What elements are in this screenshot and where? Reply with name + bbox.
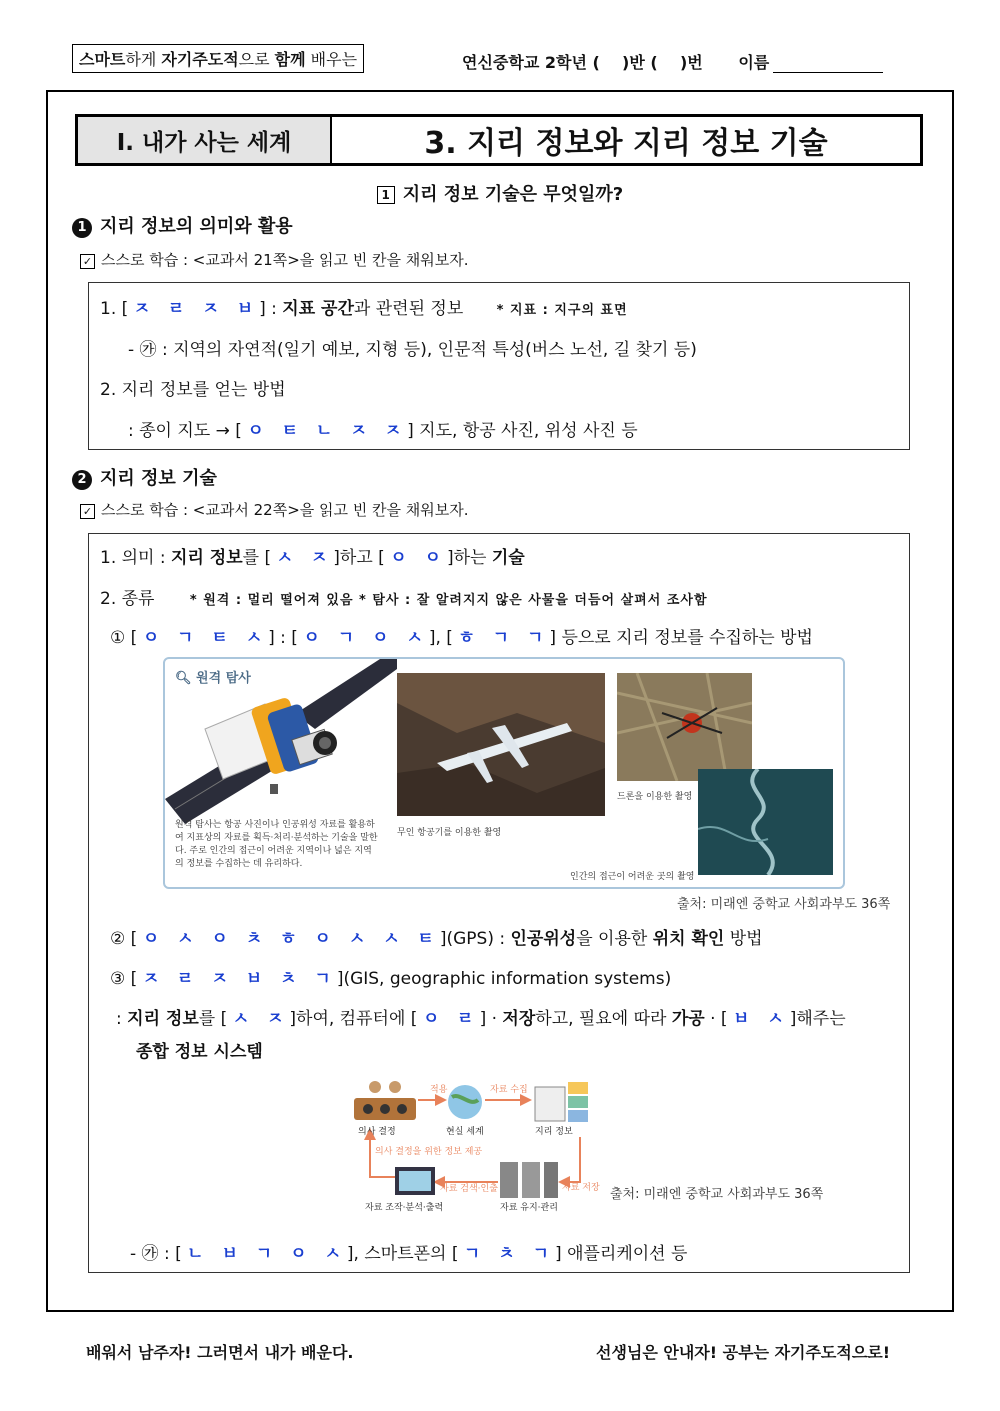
title-bar (75, 114, 923, 166)
section1-heading (72, 212, 293, 238)
blank-collect[interactable]: ㅅ ㅈ (232, 1009, 290, 1029)
arrow-store (560, 1137, 580, 1182)
server-icon (500, 1162, 558, 1198)
text: 방법 (724, 929, 763, 949)
text: 2. 종류 (100, 589, 155, 609)
blank-collect[interactable]: ㅅ ㅈ (276, 548, 334, 568)
blank-input[interactable]: ㅇ ㄹ (422, 1009, 480, 1029)
figure1-source: 출처: 미래엔 중학교 사회과부도 36쪽 (677, 897, 891, 912)
magnifier-icon: 🔍︎ (175, 671, 192, 686)
blank-use[interactable]: ㅇ ㅇ (390, 548, 447, 568)
lesson-title: 3. 지리 정보와 지리 정보 기술 (424, 126, 828, 161)
text: · [ (704, 1009, 728, 1029)
text: 하고, 필요에 따라 (535, 1009, 672, 1029)
s2-kinds (100, 584, 708, 609)
footer-left-slogan: 배워서 남주자! 그러면서 내가 배운다. (86, 1343, 354, 1362)
self-study-1 (80, 249, 469, 270)
satellite-illustration (165, 659, 397, 824)
note-remote-sensing: * 원격 : 멀리 떨어져 있음 * 탐사 : 잘 알려지지 않은 사물을 더듬어 살펴서 조사함 (189, 593, 708, 608)
text: 를 [ (242, 548, 272, 568)
text: ② [ (110, 929, 138, 949)
bold-term: 저장 (502, 1009, 536, 1029)
checkbox-icon: ✓ (80, 254, 95, 269)
blank-satellite[interactable]: ㅇ ㄱ ㅇ ㅅ (303, 628, 429, 648)
text: ] · (479, 1009, 503, 1029)
checkbox-icon: ✓ (80, 504, 95, 519)
s2-remote-sensing-line (110, 623, 813, 648)
self-study-1-text: 스스로 학습 : <교과서 21쪽>을 읽고 빈 칸을 채워보자. (101, 251, 469, 269)
text: ](GPS) : (439, 929, 511, 949)
bold-term: 위치 확인 (652, 929, 725, 949)
drone-caption: 드론을 이용한 촬영 (617, 792, 693, 802)
blank-gps[interactable]: ㅇ ㅅ ㅇ ㅊ ㅎ ㅇ ㅅ ㅅ ㅌ (142, 929, 440, 949)
computer-icon (395, 1167, 435, 1195)
gis-cycle-diagram (340, 1072, 620, 1217)
gis-system-label: 종합 정보 시스템 (136, 1042, 263, 1062)
self-study-2 (80, 499, 469, 520)
number-box: 1 (377, 186, 395, 204)
figure-title-text: 원격 탐사 (196, 671, 251, 686)
remote-sensing-figure (163, 657, 845, 889)
slogan-together: 함께 (274, 50, 306, 69)
text: ]하는 (446, 548, 492, 568)
plane-caption: 무인 항공기를 이용한 촬영 (397, 828, 502, 838)
drone-photo (617, 673, 752, 781)
s1-line3: 2. 지리 정보를 얻는 방법 (100, 380, 286, 400)
blank-aircraft[interactable]: ㅎ ㄱ ㄱ (458, 628, 550, 648)
bold-term: 지표 공간 (282, 299, 354, 319)
decision-icon (354, 1081, 416, 1120)
bold-term: 지리 정보 (127, 1009, 199, 1029)
text: 과 관련된 정보 (353, 299, 464, 319)
section-number-badge: 1 (72, 218, 92, 238)
text: ] : [ (268, 628, 298, 648)
s1-line1 (100, 294, 628, 319)
s2-gis-line (110, 964, 671, 989)
text: ]하고 [ (333, 548, 385, 568)
river-photo (698, 769, 833, 875)
text: ] 지도, 항공 사진, 위성 사진 등 (407, 421, 638, 441)
text: ], [ (428, 628, 453, 648)
s1-example: - ㉮ : 지역의 자연적(일기 예보, 지형 등), 인문적 특성(버스 노선, 길 찾기 등) (128, 340, 697, 360)
text: ① [ (110, 628, 138, 648)
bold-term: 가공 (671, 1009, 705, 1029)
self-study-2-text: 스스로 학습 : <교과서 22쪽>을 읽고 빈 칸을 채워보자. (101, 501, 469, 519)
text: ], 스마트폰의 [ (346, 1244, 459, 1264)
s1-line4 (128, 416, 638, 441)
text: ] 등으로 지리 정보를 수집하는 방법 (549, 628, 813, 648)
school-class-number: 연신중학교 2학년 ( )반 ( )번 (462, 53, 703, 72)
bold-term: 인공위성 (510, 929, 577, 949)
sub-question (0, 180, 1000, 206)
name-blank-line[interactable] (773, 54, 883, 73)
section-number-badge: 2 (72, 470, 92, 490)
text: 을 이용한 (576, 929, 653, 949)
sub-question-text: 지리 정보 기술은 무엇일까? (402, 184, 624, 205)
section1-heading-text: 지리 정보의 의미와 활용 (100, 216, 293, 237)
label-apply: 적용 (430, 1085, 448, 1095)
text: : 종이 지도 → [ (128, 421, 242, 441)
text: 를 [ (198, 1009, 228, 1029)
unit-title: Ⅰ. 내가 사는 세계 (78, 117, 332, 163)
student-info (462, 50, 883, 73)
text: ③ [ (110, 969, 138, 989)
label-geo-info: 지리 정보 (535, 1127, 573, 1137)
map-layers-icon (535, 1082, 588, 1122)
bold-term: 기술 (491, 548, 525, 568)
text: : (116, 1009, 128, 1029)
blank-directions[interactable]: ㄱ ㅊ ㄱ (463, 1244, 556, 1264)
label-decision: 의사 결정 (358, 1127, 396, 1137)
figure2-source: 출처: 미래엔 중학교 사회과부도 36쪽 (610, 1187, 824, 1202)
blank-geo-info[interactable]: ㅈ ㄹ ㅈ ㅂ (133, 299, 260, 319)
slogan-text: 으로 (238, 50, 275, 69)
label-provide: 의사 결정을 위한 정보 제공 (375, 1147, 483, 1157)
text: - ㉮ : [ (130, 1244, 182, 1264)
label-maintain: 자료 유지·관리 (500, 1203, 558, 1213)
s2-example (130, 1239, 687, 1264)
section2-heading-text: 지리 정보 기술 (100, 468, 217, 489)
blank-gis[interactable]: ㅈ ㄹ ㅈ ㅂ ㅊ ㄱ (142, 969, 337, 989)
blank-online-map[interactable]: ㅇ ㅌ ㄴ ㅈ ㅈ (247, 421, 408, 441)
bold-term: 지리 정보 (171, 548, 243, 568)
note-jipyo: * 지표 : 지구의 표면 (496, 303, 628, 318)
text: ] : (259, 299, 283, 319)
label-collect: 자료 수집 (490, 1085, 528, 1095)
text: 1. 의미 : (100, 548, 172, 568)
label-store: 자료 저장 (562, 1183, 600, 1193)
footer-right-slogan: 선생님은 안내자! 공부는 자기주도적으로! (596, 1343, 891, 1362)
s2-gis-definition (116, 1004, 846, 1029)
label-search: 자료 검색·인출 (440, 1184, 498, 1194)
label-manipulate: 자료 조작·분석·출력 (365, 1203, 444, 1213)
text: ](GIS, geographic information systems) (336, 969, 672, 989)
text: 1. [ (100, 299, 129, 319)
name-label: 이름 (738, 53, 770, 72)
s2-meaning (100, 543, 525, 568)
river-caption: 인간의 접근이 어려운 곳의 촬영 (570, 872, 695, 882)
remote-sensing-description: 원격 탐사는 항공 사진이나 인공위성 자료를 활용하여 지표상의 자료를 획득·처리·분석하는 기술을 말한다. 주로 인간의 접근이 어려운 지역이나 넓은 지역의 정보를 수집하는 데 유리하다. (175, 820, 378, 869)
section2-heading (72, 464, 217, 490)
slogan-box (72, 44, 364, 73)
s2-gps-line (110, 924, 763, 949)
slogan-smart: 스마트 (79, 50, 126, 69)
blank-analyze[interactable]: ㅂ ㅅ (732, 1009, 790, 1029)
blank-remote-sensing[interactable]: ㅇ ㄱ ㅌ ㅅ (142, 628, 269, 648)
slogan-text: 배우는 (305, 50, 358, 69)
slogan-selfdirected: 자기주도적 (161, 50, 239, 69)
text: ]하여, 컴퓨터에 [ (289, 1009, 418, 1029)
slogan-text: 하게 (125, 50, 162, 69)
label-real-world: 현실 세계 (446, 1127, 484, 1137)
text: ]해주는 (789, 1009, 846, 1029)
plane-photo (397, 673, 605, 816)
text: ] 애플리케이션 등 (555, 1244, 688, 1264)
blank-navigation[interactable]: ㄴ ㅂ ㄱ ㅇ ㅅ (187, 1244, 347, 1264)
